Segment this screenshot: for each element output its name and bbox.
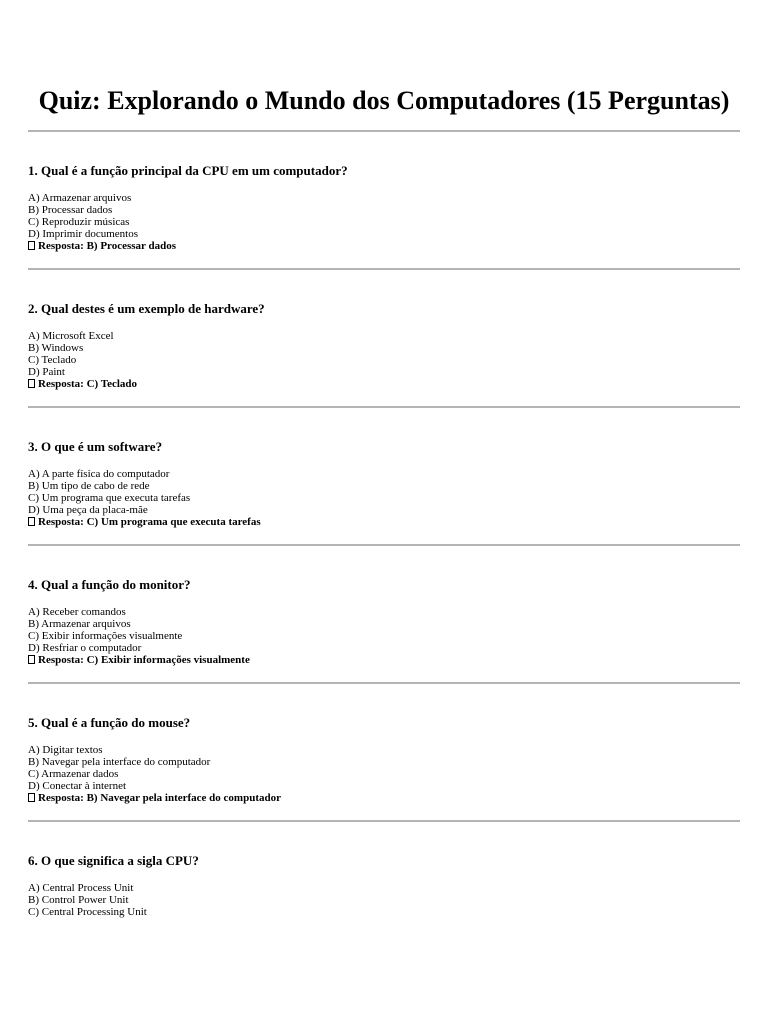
document-page: [28, 0, 740, 918]
question-text: 4. Qual a função do monitor?: [28, 577, 191, 592]
options-list: [28, 744, 740, 792]
question-6: [28, 822, 740, 918]
option-b: B) Windows: [28, 342, 84, 354]
option-b: B) Um tipo de cabo de rede: [28, 480, 150, 492]
option-a: A) Armazenar arquivos: [28, 192, 132, 204]
option-d: D) Conectar à internet: [28, 780, 127, 792]
check-icon: [28, 655, 35, 664]
question-1: [28, 132, 740, 270]
answer-text: Resposta: C) Exibir informações visualmente: [38, 654, 250, 666]
question-text: 1. Qual é a função principal da CPU em um computador?: [28, 163, 348, 178]
answer-line: [28, 654, 740, 666]
option-d: D) Paint: [28, 366, 65, 378]
option-c: C) Reproduzir músicas: [28, 216, 130, 228]
question-text: 5. Qual é a função do mouse?: [28, 715, 191, 730]
option-c: C) Central Processing Unit: [28, 906, 147, 918]
answer-text: Resposta: C) Teclado: [38, 378, 138, 390]
option-b: B) Armazenar arquivos: [28, 618, 131, 630]
option-a: A) Receber comandos: [28, 606, 126, 618]
options-list: [28, 882, 740, 918]
answer-text: Resposta: B) Navegar pela interface do computador: [38, 792, 281, 804]
check-icon: [28, 517, 35, 526]
question-text: 3. O que é um software?: [28, 439, 163, 454]
question-3: [28, 408, 740, 546]
answer-line: [28, 240, 740, 252]
options-list: [28, 192, 740, 240]
option-b: B) Navegar pela interface do computador: [28, 756, 211, 768]
option-a: A) Central Process Unit: [28, 882, 134, 894]
option-a: A) Microsoft Excel: [28, 330, 114, 342]
check-icon: [28, 241, 35, 250]
answer-text: Resposta: B) Processar dados: [38, 240, 177, 252]
option-c: C) Teclado: [28, 354, 77, 366]
option-a: A) Digitar textos: [28, 744, 103, 756]
option-b: B) Control Power Unit: [28, 894, 129, 906]
option-b: B) Processar dados: [28, 204, 113, 216]
check-icon: [28, 379, 35, 388]
option-a: A) A parte física do computador: [28, 468, 170, 480]
option-c: C) Um programa que executa tarefas: [28, 492, 191, 504]
page-title: Quiz: Explorando o Mundo dos Computadores (15 Perguntas): [38, 86, 730, 115]
question-5: [28, 684, 740, 822]
option-d: D) Uma peça da placa-mãe: [28, 504, 148, 516]
check-icon: [28, 793, 35, 802]
question-text: 2. Qual destes é um exemplo de hardware?: [28, 301, 265, 316]
option-c: C) Exibir informações visualmente: [28, 630, 183, 642]
options-list: [28, 606, 740, 654]
options-list: [28, 330, 740, 378]
question-4: [28, 546, 740, 684]
answer-line: [28, 792, 740, 804]
answer-line: [28, 516, 740, 528]
options-list: [28, 468, 740, 516]
option-d: D) Resfriar o computador: [28, 642, 142, 654]
option-c: C) Armazenar dados: [28, 768, 119, 780]
answer-text: Resposta: C) Um programa que executa tarefas: [38, 516, 261, 528]
option-d: D) Imprimir documentos: [28, 228, 138, 240]
question-text: 6. O que significa a sigla CPU?: [28, 853, 199, 868]
answer-line: [28, 378, 740, 390]
question-2: [28, 270, 740, 408]
